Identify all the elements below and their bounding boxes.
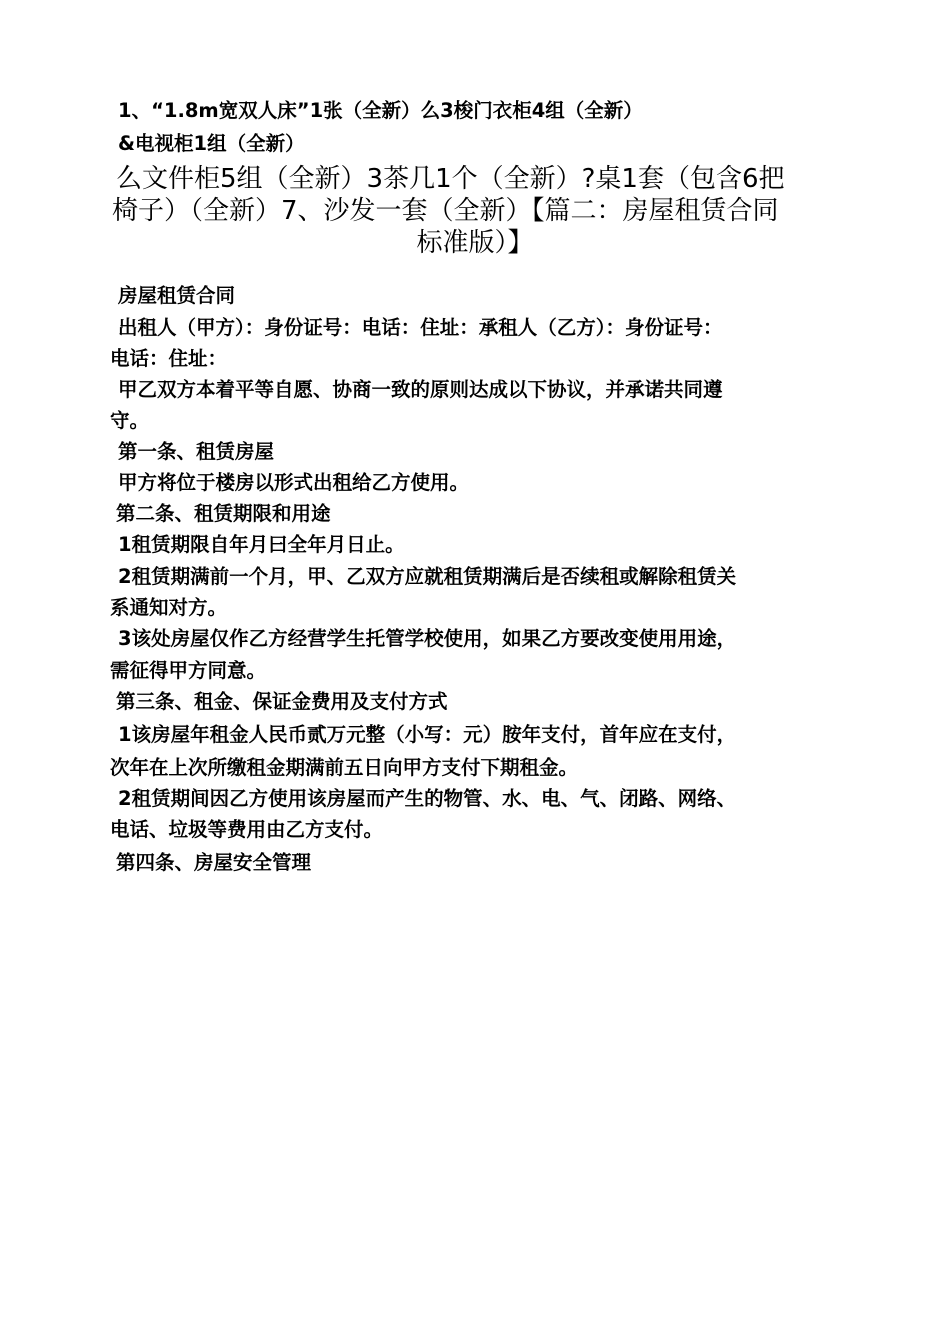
article-2-item-2-line-1: 2租赁期满前一个月，甲、乙双方应就租赁期满后是否续租或解除租赁关 xyxy=(118,565,737,588)
article-4-heading: 第四条、房屋安全管理 xyxy=(116,851,312,874)
furniture-list-large-line-2: 椅子）（全新）7、沙发一套（全新）【篇二：房屋租赁合同 xyxy=(112,196,779,226)
article-3-item-1-line-2: 次年在上次所缴租金期满前五日向甲方支付下期租金。 xyxy=(110,756,579,779)
preamble-line-2: 守。 xyxy=(110,409,150,432)
article-1-heading: 第一条、租赁房屋 xyxy=(118,440,275,463)
parties-line-1: 出租人（甲方）：身份证号：电话：住址：承租人（乙方）：身份证号： xyxy=(118,316,723,339)
article-2-item-1: 1租赁期限自年月曰全年月日止。 xyxy=(118,533,405,556)
furniture-list-large-line-1: 么文件柜5组（全新）3茶几1个（全新）?桌1套（包含6把 xyxy=(116,164,785,194)
article-2-item-3-line-2: 需征得甲方同意。 xyxy=(110,659,267,682)
article-1-text: 甲方将位于楼房以形式出租给乙方使用。 xyxy=(118,471,470,494)
article-2-heading: 第二条、租赁期限和用途 xyxy=(116,502,331,525)
article-3-item-2-line-2: 电话、垃圾等费用由乙方支付。 xyxy=(110,818,384,841)
furniture-list-line-1: 1、“1.8m宽双人床”1张（全新）么3梭门衣柜4组（全新） xyxy=(118,99,643,122)
article-3-heading: 第三条、租金、保证金费用及支付方式 xyxy=(116,690,448,713)
article-2-item-2-line-2: 系通知对方。 xyxy=(110,596,228,619)
article-2-item-3-line-1: 3该处房屋仅作乙方经营学生托管学校使用，如果乙方要改变使用用途， xyxy=(118,627,737,650)
contract-title: 房屋租赁合同 xyxy=(118,284,236,307)
parties-line-2: 电话：住址： xyxy=(110,347,228,370)
preamble-line-1: 甲乙双方本着平等自愿、协商一致的原则达成以下协议，并承诺共同遵 xyxy=(118,378,723,401)
article-3-item-1-line-1: 1该房屋年租金人民币贰万元整（小写：元）胺年支付，首年应在支付， xyxy=(118,723,737,746)
section-heading-standard-version: 标准版）】 xyxy=(416,228,534,258)
furniture-list-line-2: &电视柜1组（全新） xyxy=(118,132,305,155)
article-3-item-2-line-1: 2租赁期间因乙方使用该房屋而产生的物管、水、电、气、闭路、网络、 xyxy=(118,787,737,810)
